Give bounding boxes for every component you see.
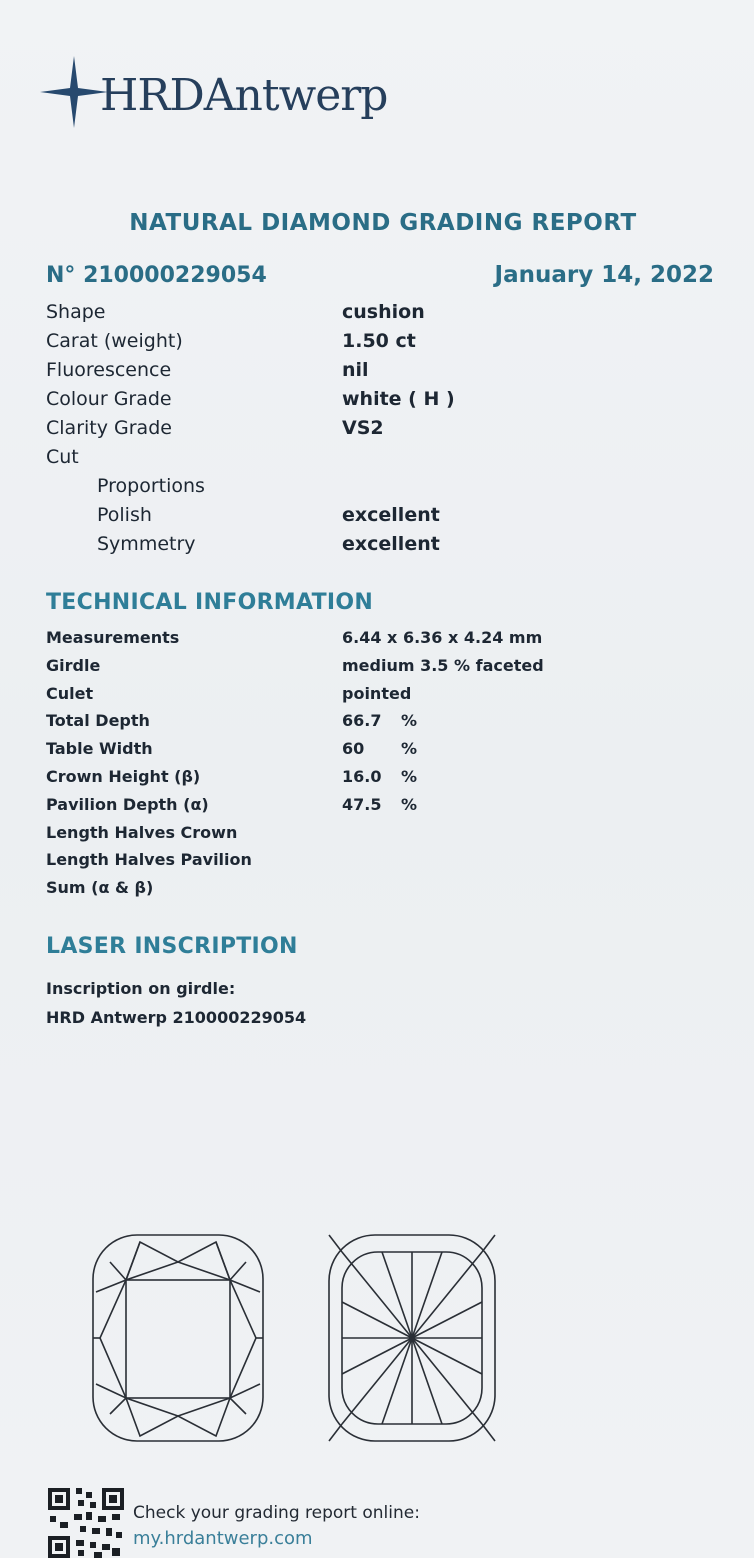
grading-value: nil bbox=[342, 359, 369, 381]
pavilion-diagram bbox=[329, 1235, 495, 1441]
grading-row bbox=[46, 330, 646, 359]
technical-label: Girdle bbox=[46, 655, 101, 675]
grading-row bbox=[46, 475, 646, 504]
technical-value: pointed bbox=[342, 683, 412, 703]
grading-value: excellent bbox=[342, 504, 440, 526]
grading-value: VS2 bbox=[342, 417, 384, 439]
grading-value: 1.50 ct bbox=[342, 330, 416, 352]
technical-row bbox=[46, 739, 646, 767]
technical-value: 16.0 bbox=[342, 766, 382, 786]
grading-row bbox=[46, 504, 646, 533]
cut-diagrams bbox=[90, 1232, 510, 1447]
technical-row bbox=[46, 711, 646, 739]
technical-info-title: TECHNICAL INFORMATION bbox=[46, 590, 374, 615]
technical-value: 66.7 bbox=[342, 711, 382, 731]
grading-row bbox=[46, 359, 646, 388]
technical-row bbox=[46, 656, 646, 684]
grading-value: cushion bbox=[342, 301, 425, 323]
technical-row bbox=[46, 767, 646, 795]
technical-row bbox=[46, 684, 646, 712]
qr-code-icon[interactable] bbox=[46, 1484, 124, 1558]
grading-row bbox=[46, 533, 646, 562]
report-title: NATURAL DIAMOND GRADING REPORT bbox=[129, 210, 637, 236]
laser-inscription bbox=[46, 974, 306, 1032]
technical-label: Pavilion Depth (α) bbox=[46, 794, 209, 814]
grading-row bbox=[46, 388, 646, 417]
technical-unit: % bbox=[401, 711, 418, 731]
laser-inscription-title: LASER INSCRIPTION bbox=[46, 934, 298, 959]
technical-row bbox=[46, 850, 646, 878]
grading-label: Clarity Grade bbox=[46, 417, 172, 439]
crown-diagram bbox=[93, 1235, 263, 1441]
grading-label: Shape bbox=[46, 301, 106, 323]
brand-name: HRDAntwerp bbox=[100, 70, 388, 121]
grading-value: white ( H ) bbox=[342, 388, 455, 410]
technical-label: Total Depth bbox=[46, 711, 150, 731]
grading-row bbox=[46, 417, 646, 446]
grading-row bbox=[46, 446, 646, 475]
grading-row bbox=[46, 301, 646, 330]
technical-unit: % bbox=[401, 794, 418, 814]
report-url-link[interactable]: my.hrdantwerp.com bbox=[133, 1528, 313, 1549]
brand-logo bbox=[40, 52, 440, 132]
report-number: N° 210000229054 bbox=[46, 263, 267, 288]
technical-row bbox=[46, 878, 646, 906]
grading-label: Fluorescence bbox=[46, 359, 172, 381]
grading-label: Cut bbox=[46, 446, 79, 468]
report-date: January 14, 2022 bbox=[494, 262, 714, 288]
grading-table bbox=[46, 301, 646, 562]
technical-label: Table Width bbox=[46, 739, 153, 759]
grading-label: Carat (weight) bbox=[46, 330, 183, 352]
grading-label: Polish bbox=[97, 504, 152, 526]
check-online-text: Check your grading report online: bbox=[133, 1503, 420, 1523]
grading-label: Symmetry bbox=[97, 533, 196, 555]
technical-unit: % bbox=[401, 739, 418, 759]
technical-label: Sum (α & β) bbox=[46, 878, 154, 898]
inscription-label: Inscription on girdle: bbox=[46, 979, 236, 998]
technical-table bbox=[46, 628, 646, 906]
grading-label: Proportions bbox=[97, 475, 205, 497]
inscription-text: HRD Antwerp 210000229054 bbox=[46, 1008, 307, 1027]
technical-value: 60 bbox=[342, 739, 365, 759]
technical-unit: % bbox=[401, 766, 418, 786]
technical-label: Measurements bbox=[46, 628, 180, 647]
grading-label: Colour Grade bbox=[46, 388, 172, 410]
grading-value: excellent bbox=[342, 533, 440, 555]
technical-row bbox=[46, 628, 646, 656]
technical-value: 6.44 x 6.36 x 4.24 mm bbox=[342, 628, 543, 647]
technical-label: Culet bbox=[46, 683, 94, 703]
technical-value: medium 3.5 % faceted bbox=[342, 655, 544, 675]
technical-row bbox=[46, 795, 646, 823]
technical-label: Length Halves Pavilion bbox=[46, 850, 252, 870]
technical-value: 47.5 bbox=[342, 794, 382, 814]
technical-row bbox=[46, 823, 646, 851]
technical-label: Crown Height (β) bbox=[46, 766, 201, 786]
technical-label: Length Halves Crown bbox=[46, 822, 238, 842]
